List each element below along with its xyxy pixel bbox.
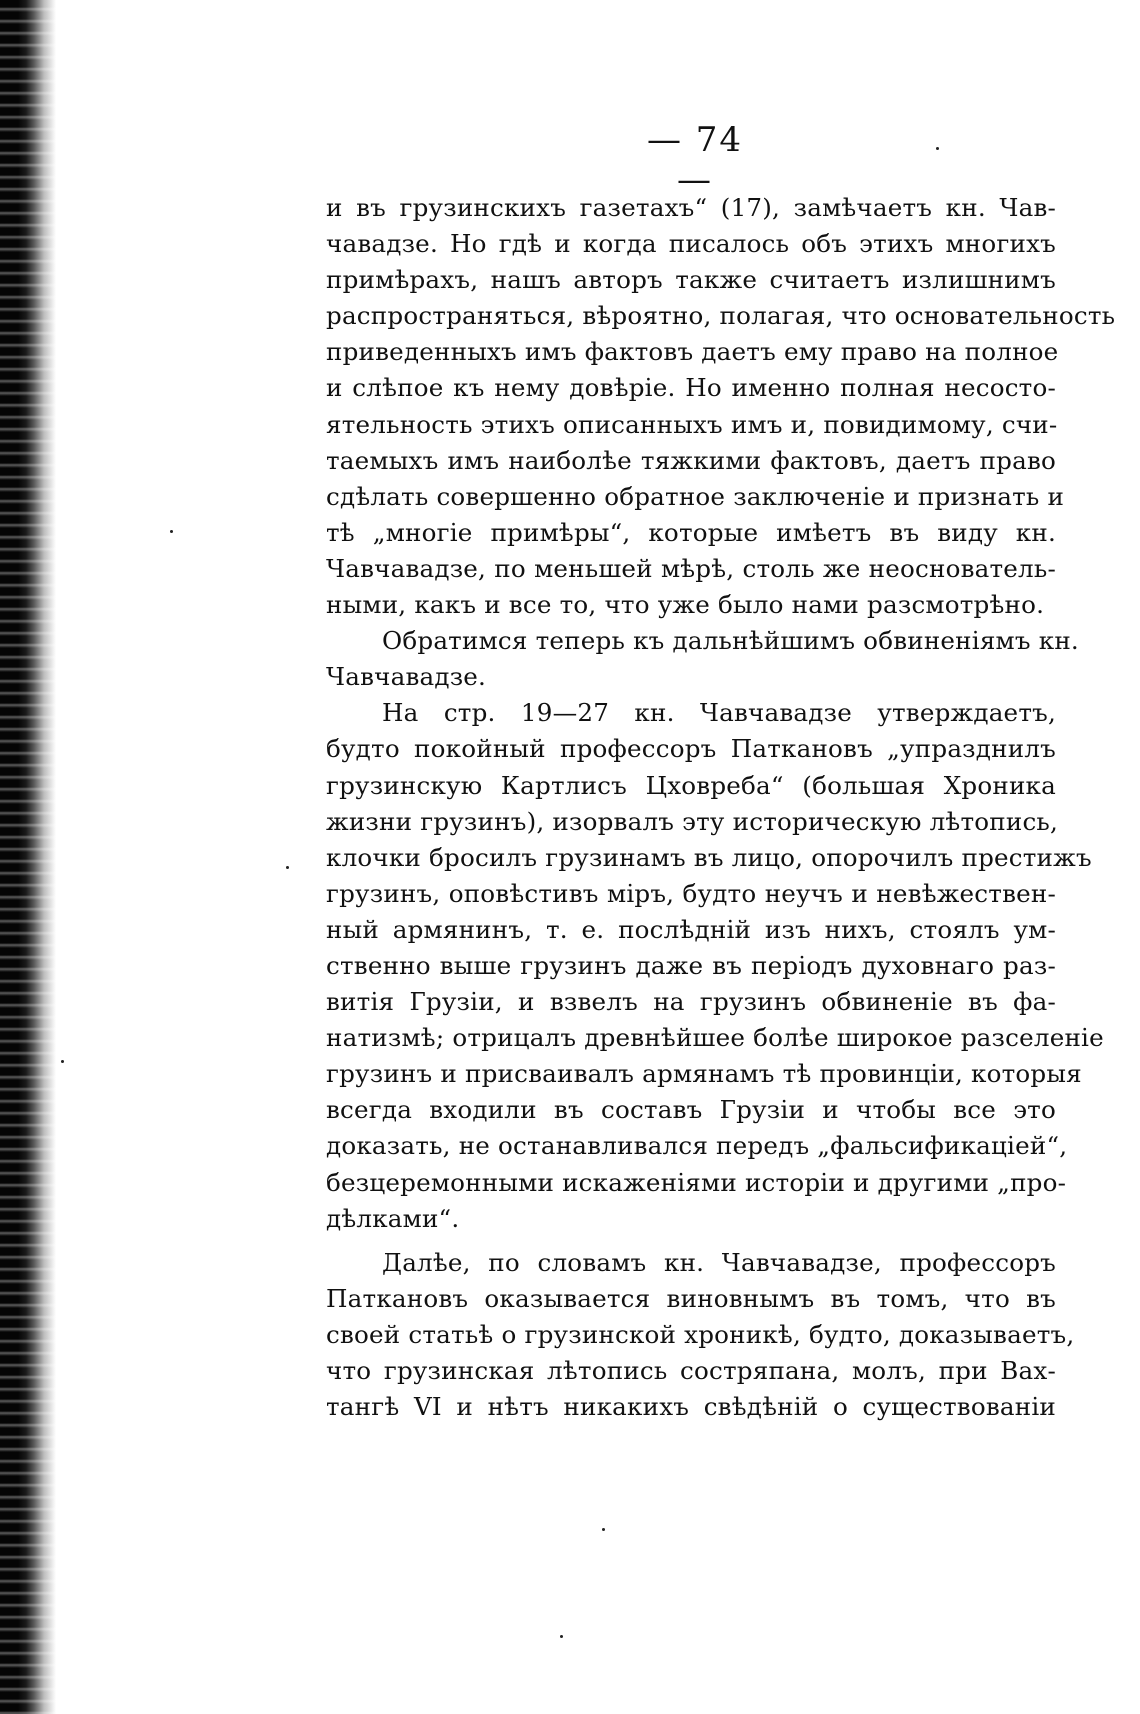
scan-speck <box>170 530 173 533</box>
text-line: чавадзе. Но гдѣ и когда писалось объ этихъ многихъ <box>326 229 1056 259</box>
text-line: тѣ „многіе примѣры“, которые имѣетъ въ виду кн. <box>326 517 1056 547</box>
scan-shadow-edge <box>0 0 56 1714</box>
text-line: Паткановъ оказывается виновнымъ въ томъ, что въ <box>326 1283 1056 1313</box>
text-line: доказать, не останавливался передъ „фальсификаціей“, <box>326 1131 1068 1161</box>
scan-speck <box>286 866 289 869</box>
text-line: ятельность этихъ описанныхъ имъ и, повидимому, счи- <box>326 409 1058 439</box>
text-line: Чавчавадзе, по меньшей мѣрѣ, столь же неоснователь- <box>326 553 1056 583</box>
body-text <box>326 190 1116 1425</box>
text-line: и слѣпое къ нему довѣріе. Но именно полная несосто- <box>326 373 1056 403</box>
text-line: грузинскую Картлисъ Цховреба“ (большая Хроника <box>326 770 1056 800</box>
text-line: ными, какъ и все то, что уже было нами разсмотрѣно. <box>326 590 1045 620</box>
paragraph-start-line: На стр. 19—27 кн. Чавчавадзе утверждаетъ, <box>382 698 1056 728</box>
scan-speck <box>936 147 939 150</box>
text-line: своей статьѣ о грузинской хроникѣ, будто, доказываетъ, <box>326 1319 1075 1349</box>
text-line: жизни грузинъ), изорвалъ эту историческую лѣтопись, <box>326 806 1059 836</box>
text-line: примѣрахъ, нашъ авторъ также считаетъ излишнимъ <box>326 265 1056 295</box>
text-line: что грузинская лѣтопись состряпана, молъ, при Вах- <box>326 1356 1056 1385</box>
scan-speck <box>560 1635 563 1638</box>
paragraph-start-line: Обратимся теперь къ дальнѣйшимъ обвиненіямъ кн. <box>382 626 1079 656</box>
text-line: дѣлками“. <box>326 1203 460 1233</box>
text-line: ственно выше грузинъ даже въ періодъ духовнаго раз- <box>326 950 1056 980</box>
text-line: витія Грузіи, и взвелъ на грузинъ обвиненіе въ фа- <box>326 987 1056 1017</box>
text-line: всегда входили въ составъ Грузіи и чтобы все это <box>326 1095 1056 1125</box>
text-line: безцеремонными искаженіями исторіи и другими „про- <box>326 1167 1067 1197</box>
text-line: таемыхъ имъ наиболѣе тяжкими фактовъ, даетъ право <box>326 445 1056 475</box>
scan-speck <box>61 1060 64 1063</box>
page-number: — 74 — <box>646 120 744 200</box>
scan-speck <box>602 1528 605 1531</box>
text-line: натизмѣ; отрицалъ древнѣйшее болѣе широкое разселеніе <box>326 1023 1104 1053</box>
text-line: ный армянинъ, т. е. послѣдній изъ нихъ, стоялъ ум- <box>326 914 1056 944</box>
text-line: и въ грузинскихъ газетахъ“ (17), замѣчаетъ кн. Чав- <box>326 193 1056 222</box>
text-line: Чавчавадзе. <box>326 662 487 692</box>
text-line: приведенныхъ имъ фактовъ даетъ ему право на полное <box>326 337 1059 367</box>
text-line: грузинъ, оповѣстивъ міръ, будто неучъ и невѣжествен- <box>326 878 1056 908</box>
text-line: будто покойный профессоръ Паткановъ „упразднилъ <box>326 734 1056 764</box>
paragraph-start-line: Далѣе, по словамъ кн. Чавчавадзе, профессоръ <box>382 1247 1056 1277</box>
text-line: тангѣ VI и нѣтъ никакихъ свѣдѣній о существованіи <box>326 1392 1056 1422</box>
text-line: клочки бросилъ грузинамъ въ лицо, опорочилъ престижъ <box>326 842 1092 872</box>
text-line: распространяться, вѣроятно, полагая, что основательность <box>326 301 1116 331</box>
text-line: грузинъ и присваивалъ армянамъ тѣ провинціи, которыя <box>326 1059 1082 1089</box>
text-line: сдѣлать совершенно обратное заключеніе и признать и <box>326 481 1065 511</box>
